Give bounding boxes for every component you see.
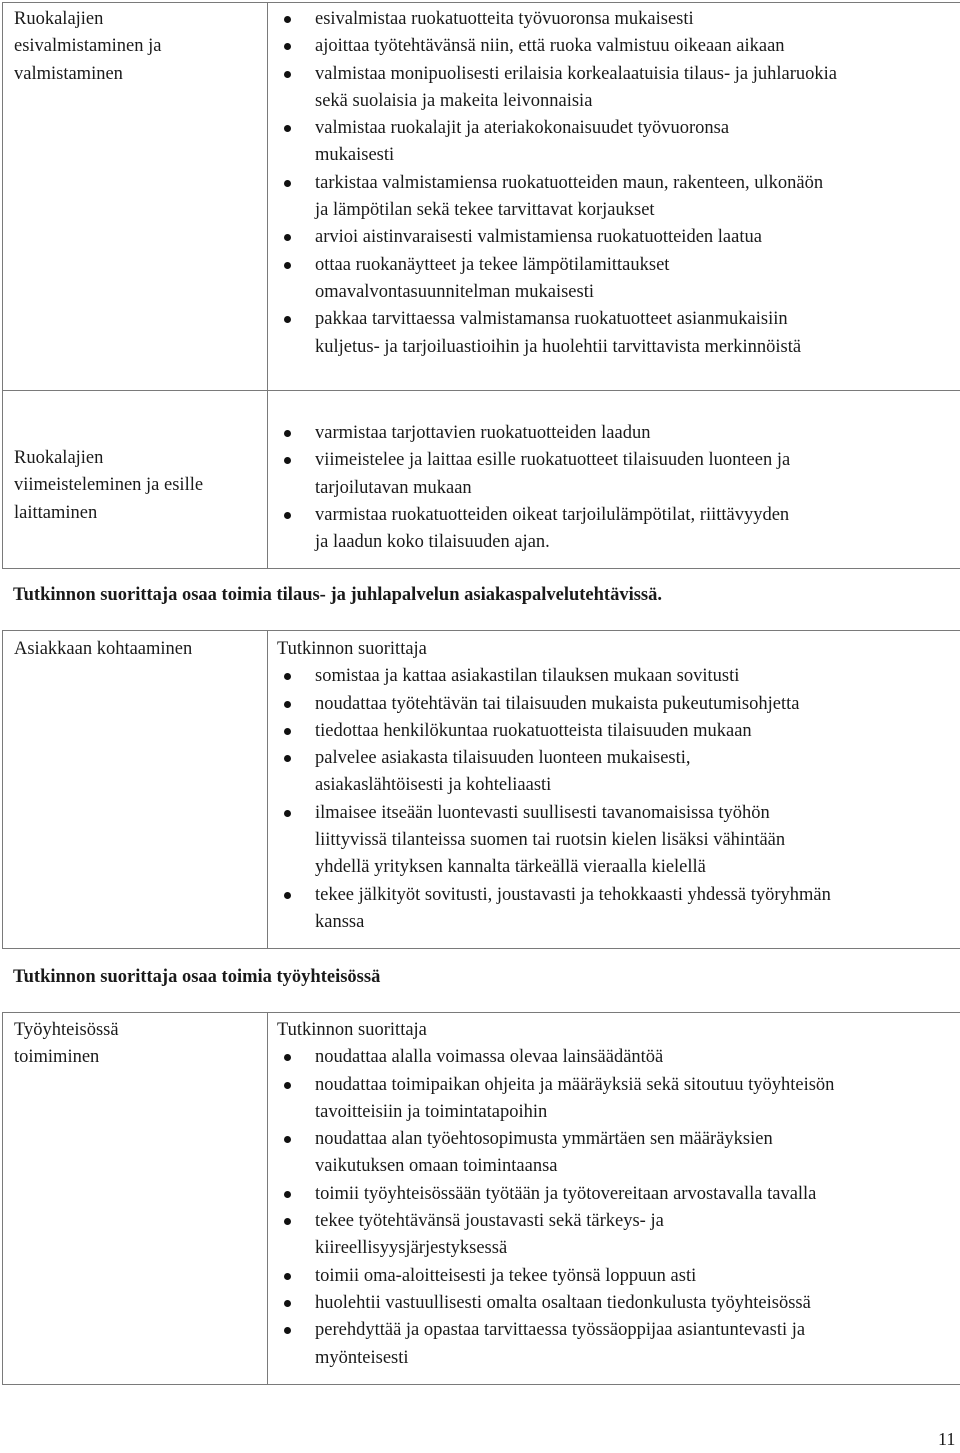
row-content-cell xyxy=(268,631,960,949)
row-content-cell xyxy=(268,391,960,569)
list-item xyxy=(277,691,960,718)
list-item-line: asiakaslähtöisesti ja kohteliaasti xyxy=(315,772,960,799)
list-item xyxy=(277,447,960,502)
list-item-line: perehdyttää ja opastaa tarvittaessa työssäoppijaa asiantuntevasti ja xyxy=(315,1317,960,1344)
row-label-line: viimeisteleminen ja esille xyxy=(14,472,267,499)
list-item-line: arvioi aistinvaraisesti valmistamiensa ruokatuotteiden laatua xyxy=(315,224,960,251)
list-item xyxy=(277,224,960,251)
list-item-line: ja lämpötilan sekä tekee tarvittavat korjaukset xyxy=(315,197,960,224)
list-item-line: pakkaa tarvittaessa valmistamansa ruokatuotteet asianmukaisiin xyxy=(315,306,960,333)
row-content-cell xyxy=(268,3,960,391)
list-item xyxy=(277,115,960,170)
list-item-line: tiedottaa henkilökuntaa ruokatuotteista tilaisuuden mukaan xyxy=(315,718,960,745)
row-label-line: Ruokalajien xyxy=(14,6,267,33)
row-label-cell xyxy=(3,391,268,569)
list-item-line: tekee työtehtävänsä joustavasti sekä tärkeys- ja xyxy=(315,1208,960,1235)
criteria-list xyxy=(277,1044,960,1372)
list-item xyxy=(277,800,960,882)
list-item-line: ja laadun koko tilaisuuden ajan. xyxy=(315,529,960,556)
list-item-line: ottaa ruokanäytteet ja tekee lämpötilamittaukset xyxy=(315,252,960,279)
row-label-line: Asiakkaan kohtaaminen xyxy=(14,636,267,663)
criteria-list xyxy=(277,420,960,556)
list-item xyxy=(277,6,960,33)
page-number: 11 xyxy=(938,1426,955,1453)
table-row xyxy=(3,631,960,949)
list-item-line: valmistaa ruokalajit ja ateriakokonaisuudet työvuoronsa xyxy=(315,115,960,142)
list-item xyxy=(277,170,960,225)
list-item xyxy=(277,1317,960,1372)
list-item-line: palvelee asiakasta tilaisuuden luonteen mukaisesti, xyxy=(315,745,960,772)
list-item-line: kuljetus- ja tarjoiluastioihin ja huolehtii tarvittavista merkinnöistä xyxy=(315,334,960,361)
list-item-line: noudattaa työtehtävän tai tilaisuuden mukaista pukeutumisohjetta xyxy=(315,691,960,718)
list-item-line: somistaa ja kattaa asiakastilan tilauksen mukaan sovitusti xyxy=(315,663,960,690)
list-item-line: toimii työyhteisössään työtään ja työtovereitaan arvostavalla tavalla xyxy=(315,1181,960,1208)
list-item-line: ajoittaa työtehtävänsä niin, että ruoka valmistuu oikeaan aikaan xyxy=(315,33,960,60)
criteria-list xyxy=(277,663,960,936)
list-item-line: noudattaa alalla voimassa olevaa lainsäädäntöä xyxy=(315,1044,960,1071)
list-item xyxy=(277,745,960,800)
list-item xyxy=(277,502,960,557)
row-label-cell xyxy=(3,3,268,391)
list-item xyxy=(277,306,960,361)
list-item-line: yhdellä yrityksen kannalta tärkeällä vieraalla kielellä xyxy=(315,854,960,881)
list-item-line: sekä suolaisia ja makeita leivonnaisia xyxy=(315,88,960,115)
table-row xyxy=(3,1013,960,1385)
row-label-line: esivalmistaminen ja xyxy=(14,33,267,60)
row-label-cell xyxy=(3,1013,268,1385)
list-item xyxy=(277,1044,960,1071)
row-content-cell xyxy=(268,1013,960,1385)
list-item xyxy=(277,1126,960,1181)
list-item-line: tarjoilutavan mukaan xyxy=(315,475,960,502)
list-item-line: tarkistaa valmistamiensa ruokatuotteiden maun, rakenteen, ulkonäön xyxy=(315,170,960,197)
list-item-line: ilmaisee itseään luontevasti suullisesti tavanomaisissa työhön xyxy=(315,800,960,827)
list-item-line: varmistaa tarjottavien ruokatuotteiden laadun xyxy=(315,420,960,447)
list-item xyxy=(277,1290,960,1317)
competence-table-1 xyxy=(2,2,960,569)
table-row xyxy=(3,3,960,391)
competence-table-2 xyxy=(2,630,960,949)
row-label-cell xyxy=(3,631,268,949)
list-item xyxy=(277,882,960,937)
list-item xyxy=(277,1208,960,1263)
row-label-line: toimiminen xyxy=(14,1044,267,1071)
list-item xyxy=(277,718,960,745)
row-label-line: Työyhteisössä xyxy=(14,1017,267,1044)
row-label-line: valmistaminen xyxy=(14,61,267,88)
row-label xyxy=(14,636,267,663)
list-item-line: kanssa xyxy=(315,909,960,936)
list-item xyxy=(277,420,960,447)
row-label-line: Ruokalajien xyxy=(14,445,267,472)
list-item-line: tavoitteisiin ja toimintatapoihin xyxy=(315,1099,960,1126)
competence-table-3 xyxy=(2,1012,960,1385)
list-item-line: liittyvissä tilanteissa suomen tai ruotsin kielen lisäksi vähintään xyxy=(315,827,960,854)
list-item xyxy=(277,252,960,307)
list-item xyxy=(277,663,960,690)
list-item xyxy=(277,33,960,60)
list-item-line: huolehtii vastuullisesti omalta osaltaan tiedonkulusta työyhteisössä xyxy=(315,1290,960,1317)
section-heading: Tutkinnon suorittaja osaa toimia työyhteisössä xyxy=(13,964,380,991)
table-row xyxy=(3,391,960,569)
list-item-line: mukaisesti xyxy=(315,142,960,169)
list-item-line: tekee jälkityöt sovitusti, joustavasti ja tehokkaasti yhdessä työryhmän xyxy=(315,882,960,909)
list-item-line: viimeistelee ja laittaa esille ruokatuotteet tilaisuuden luonteen ja xyxy=(315,447,960,474)
list-item-line: valmistaa monipuolisesti erilaisia korkealaatuisia tilaus- ja juhlaruokia xyxy=(315,61,960,88)
row-label xyxy=(14,1017,267,1072)
list-item-line: varmistaa ruokatuotteiden oikeat tarjoilulämpötilat, riittävyyden xyxy=(315,502,960,529)
list-item-line: noudattaa alan työehtosopimusta ymmärtäen sen määräyksien xyxy=(315,1126,960,1153)
list-item-line: vaikutuksen omaan toimintaansa xyxy=(315,1153,960,1180)
row-label xyxy=(14,419,267,527)
section-heading: Tutkinnon suorittaja osaa toimia tilaus- ja juhlapalvelun asiakaspalvelutehtävissä. xyxy=(13,582,662,609)
list-item-line: myönteisesti xyxy=(315,1345,960,1372)
row-intro: Tutkinnon suorittaja xyxy=(277,1017,960,1044)
list-item xyxy=(277,1072,960,1127)
list-item-line: kiireellisyysjärjestyksessä xyxy=(315,1235,960,1262)
list-item-line: esivalmistaa ruokatuotteita työvuoronsa mukaisesti xyxy=(315,6,960,33)
criteria-list xyxy=(277,6,960,361)
row-label xyxy=(14,6,267,88)
list-item xyxy=(277,1263,960,1290)
list-item-line: noudattaa toimipaikan ohjeita ja määräyksiä sekä sitoutuu työyhteisön xyxy=(315,1072,960,1099)
list-item xyxy=(277,1181,960,1208)
list-item-line: omavalvontasuunnitelman mukaisesti xyxy=(315,279,960,306)
list-item xyxy=(277,61,960,116)
row-label-line: laittaminen xyxy=(14,500,267,527)
list-item-line: toimii oma-aloitteisesti ja tekee työnsä loppuun asti xyxy=(315,1263,960,1290)
row-intro: Tutkinnon suorittaja xyxy=(277,636,960,663)
